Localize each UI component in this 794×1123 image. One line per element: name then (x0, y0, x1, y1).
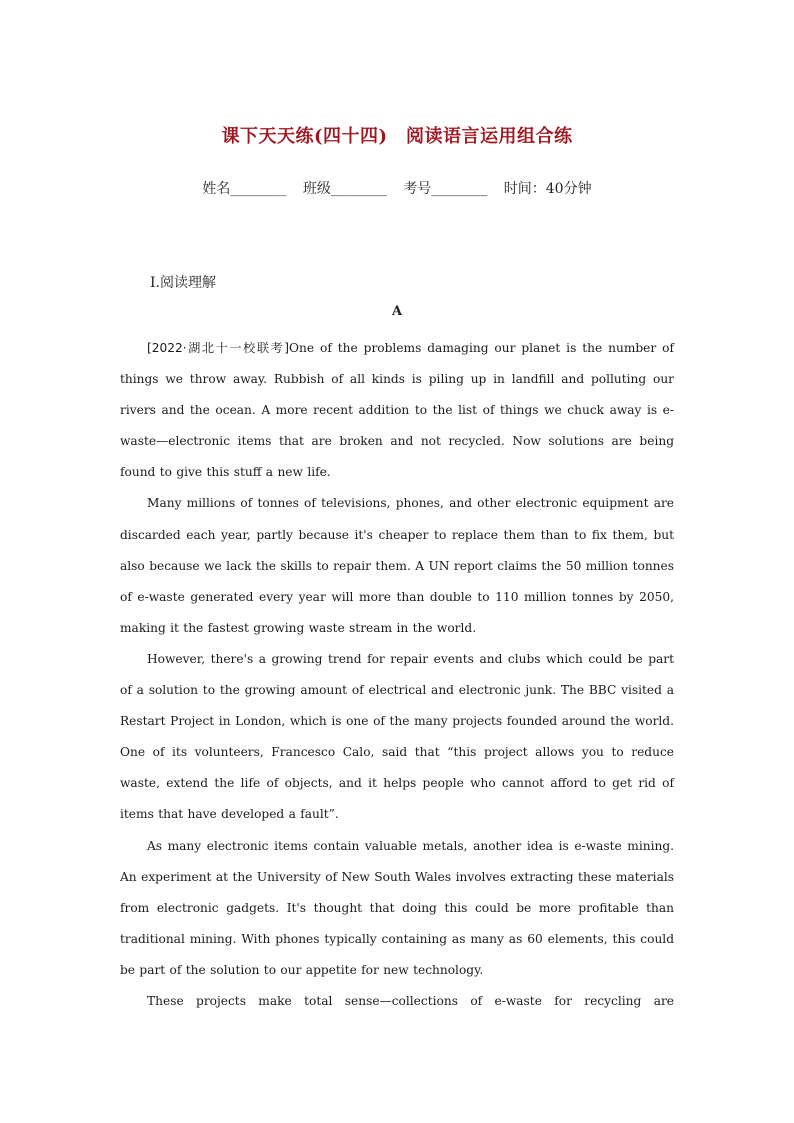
reading-passage (120, 333, 674, 1017)
page-title: 课下天天练(四十四) 阅读语言运用组合练 (221, 126, 573, 147)
passage-paragraph-3: However, there's a growing trend for repair events and clubs which could be part of a solution to the growing amount of electrical and electronic junk. The BBC visited a Restart Project in London, which is one of the many projects founded around the world. One of its volunteers, Francesco Calo, said that “this project allows you to reduce waste, extend the life of objects, and it helps people who cannot afford to get rid of items that have developed a fault”. (120, 651, 674, 822)
class-field-label: 班级________ (302, 181, 387, 197)
passage-paragraph-2: Many millions of tonnes of televisions, phones, and other electronic equipment are discarded each year, partly because it's cheaper to replace them than to fix them, but also because we lack the skills to repair them. A UN report claims the 50 million tonnes of e-waste generated every year will more than double to 110 million tonnes by 2050, making it the fastest growing waste stream in the world. (120, 496, 674, 635)
section-title: Ⅰ.阅读理解 (150, 275, 216, 291)
name-field-label: 姓名________ (202, 181, 287, 197)
passage-paragraph-1 (120, 333, 674, 488)
source-tag: [2022·湖北十一校联考] (147, 341, 290, 355)
exam-number-field-label: 考号________ (403, 181, 488, 197)
passage-paragraph-4: As many electronic items contain valuable metals, another idea is e-waste mining. An experiment at the University of New South Wales involves extracting these materials from electronic gadgets. It's thought that doing this could be more profitable than traditional mining. With phones typically containing as many as 60 elements, this could be part of the solution to our appetite for new technology. (120, 838, 674, 977)
paragraph-text: One of the problems damaging our planet is the number of things we throw away. Rubbish of all kinds is piling up in landfill and polluting our rivers and the ocean. A more recent addition to the list of things we chuck away is e-waste—electronic items that are broken and not recycled. Now solutions are being found to give this stuff a new life. (120, 341, 674, 480)
passage-letter: A (391, 304, 403, 319)
student-info-line (0, 178, 794, 198)
time-limit-label: 时间：40分钟 (503, 181, 592, 197)
passage-paragraph-5: These projects make total sense—collections of e-waste for recycling are (147, 993, 674, 1008)
